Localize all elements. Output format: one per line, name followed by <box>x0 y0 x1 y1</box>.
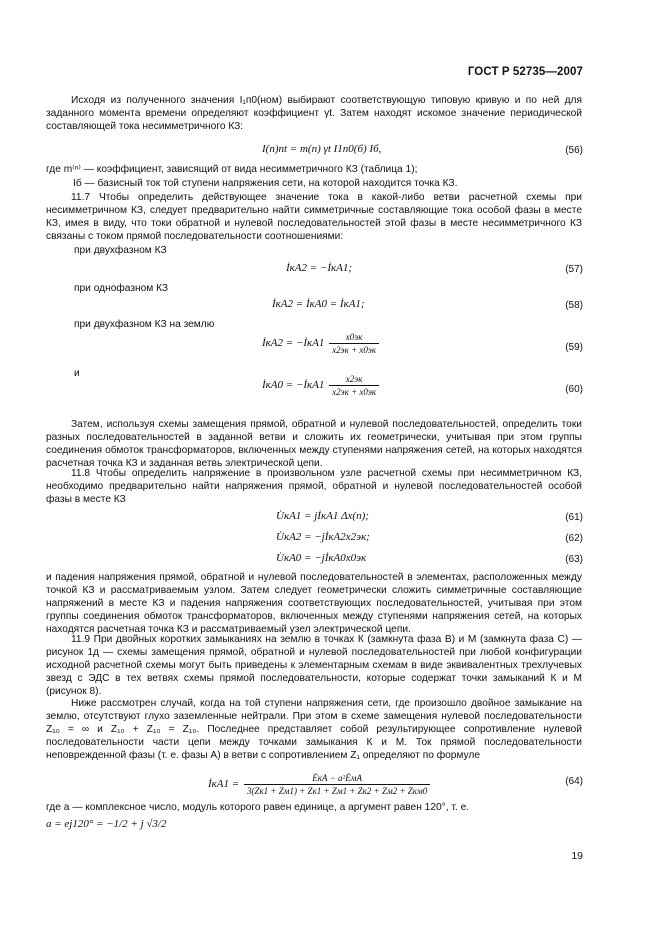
paragraph-11-9: 11.9 При двойных коротких замыканиях на землю в точках К (замкнута фаза В) и М (замкнута фаза С) — рисунок 1д — схемы замещения прямой, обратной и нулевой последовательностей при любой конфигурации исходной расчетной схемы могут быть приведены к элементарным схемам в виде эквивалентных трехлучевых звезд с ЭДС в тех ветвях схемы прямой последовательности, которые содержат точки замыканий К и М (рисунок 8). <box>46 634 582 698</box>
paragraph-drops: и падения напряжения прямой, обратной и нулевой последовательностей в элементах, расположенных между точкой КЗ и рассматриваемым узлом. Затем следует геометрически сложить симметричные составляющие напряжений в месте КЗ и падения напряжения соответствующих последовательностей, учитывая при этом группы соединения обмоток трансформаторов, включенных между ступенями напряжения сетей, на которых находятся расчетная точка КЗ и рассматриваемый узел электрической цепи. <box>46 572 582 636</box>
label-and: и <box>74 368 80 379</box>
paragraph-then: Затем, используя схемы замещения прямой, обратной и нулевой последовательностей, определить токи разных последовательностей в заданной ветви и сложить их геометрически, учитывая при этом группы соединения обмоток трансформаторов, включенных между ступенями напряжения сетей, на которых находятся расчетная точка КЗ и заданная ветвь электрической цепи. <box>46 419 582 470</box>
paragraph-below: Ниже рассмотрен случай, когда на той ступени напряжения сети, где произошло двойное замыкание на землю, отсутствуют глухо заземленные нейтрали. При этом в схеме замещения нулевой последовательности Z₁₀ = ∞ и Z₁₀ + Z₁₀ = Z₁₀. Последнее представляет собой результирующее сопротивление нулевой последовательности части цепи между точками замыкания К и М. Ток прямой последовательности неповрежденной фазы (т. е. фазы А) в ветви с сопротивлением Z₁ определяют по формуле <box>46 698 582 762</box>
equation-63: U̇кА0 = −jİкА0x0эк <box>276 552 367 564</box>
paragraph-11-8: 11.8 Чтобы определить напряжение в произвольном узле расчетной схемы при несимметричном КЗ, необходимо предварительно найти напряжения прямой, обратной и нулевой последовательностей особой фазы в месте КЗ <box>46 468 582 506</box>
equation-60 <box>262 374 381 397</box>
equation-62: U̇кА2 = −jİкА2x2эк; <box>276 531 370 543</box>
equation-56: I(n)пt = m(n) γt I1п0(б) Iб, <box>262 143 382 155</box>
label-two-phase-ground: при двухфазном КЗ на землю <box>74 319 215 330</box>
equation-number-60: (60) <box>565 384 583 395</box>
label-two-phase: при двухфазном КЗ <box>74 245 167 256</box>
equation-59-numerator: x0эк <box>329 332 379 344</box>
paragraph-where-ib: Iб — базисный ток той ступени напряжения сети, на которой находится точка КЗ. <box>73 178 458 189</box>
equation-a: a = ej120° = −1/2 + j √3/2 <box>46 818 167 830</box>
equation-59-denominator: x2эк + x0эк <box>332 345 377 355</box>
equation-64-numerator: ĖкА − a²ĖмА <box>244 773 430 785</box>
paragraph-11-7: 11.7 Чтобы определить действующее значение тока в какой-либо ветви расчетной схемы при несимметричном КЗ, следует предварительно найти симметричные составляющие тока особой фазы в месте КЗ, имея в виду, что токи обратной и нулевой последовательностей этой фазы в месте несимметричного КЗ связаны с током прямой последовательности соотношениями: <box>46 192 582 243</box>
equation-number-58: (58) <box>565 300 583 311</box>
equation-64 <box>208 773 432 796</box>
equation-64-lhs: İкА1 = <box>208 778 240 791</box>
label-one-phase: при однофазном КЗ <box>74 283 169 294</box>
equation-number-56: (56) <box>565 145 583 156</box>
page-number: 19 <box>571 850 583 862</box>
paragraph-where-a: где а — комплексное число, модуль которого равен единице, а аргумент равен 120°, т. е. <box>46 802 470 813</box>
equation-60-denominator: x2эк + x0эк <box>332 387 377 397</box>
equation-57: İкА2 = −İкА1; <box>286 262 353 274</box>
equation-number-63: (63) <box>565 554 583 565</box>
equation-64-denominator: 3(Zк1 + Zм1) + Zк1 + Zм1 + Zк2 + Zм2 + Zкм0 <box>246 786 428 796</box>
equation-61: U̇кА1 = jİкА1 Δx(n); <box>276 510 369 522</box>
document-header: ГОСТ Р 52735—2007 <box>467 66 583 78</box>
equation-59-lhs: İкА2 = −İкА1 <box>262 337 325 350</box>
equation-64-fraction <box>244 773 430 796</box>
equation-number-59: (59) <box>565 342 583 353</box>
paragraph-where-m: где m⁽ⁿ⁾ — коэффициент, зависящий от вида несимметричного КЗ (таблица 1); <box>46 164 418 175</box>
equation-number-62: (62) <box>565 533 583 544</box>
equation-60-lhs: İкА0 = −İкА1 <box>262 379 325 392</box>
equation-number-61: (61) <box>565 512 583 523</box>
equation-60-numerator: x2эк <box>329 374 379 386</box>
equation-number-57: (57) <box>565 264 583 275</box>
equation-59-fraction <box>329 332 379 355</box>
equation-60-fraction <box>329 374 379 397</box>
equation-number-64: (64) <box>565 776 583 787</box>
equation-59 <box>262 332 381 355</box>
paragraph-intro: Исходя из полученного значения I₁п0(ном) выбирают соответствующую типовую кривую и по ней для заданного момента времени определяют коэффициент γt. Затем находят искомое значение периодической составляющей тока несимметричного КЗ: <box>46 95 582 133</box>
equation-58: İкА2 = İкА0 = İкА1; <box>272 298 365 310</box>
